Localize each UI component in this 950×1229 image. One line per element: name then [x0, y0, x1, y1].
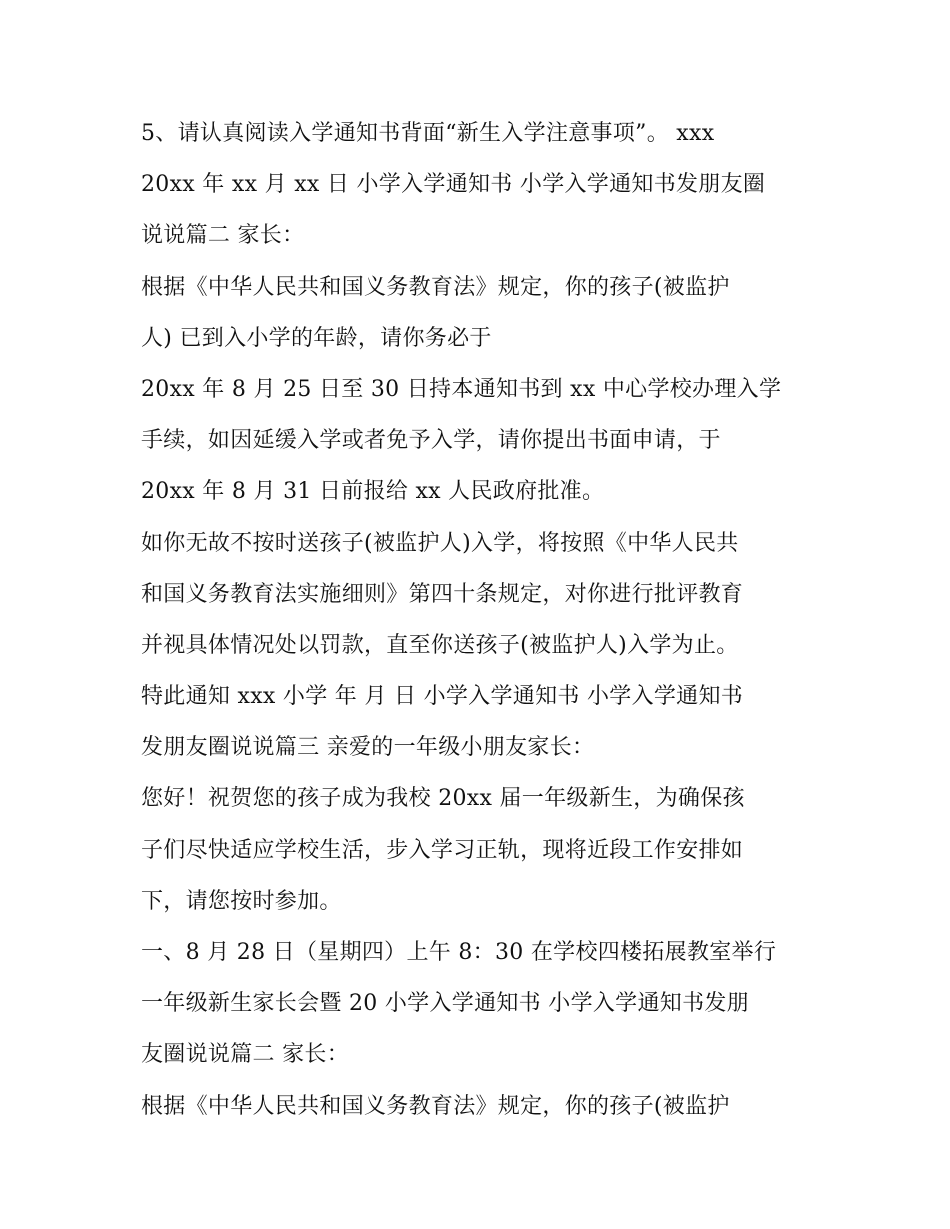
text-line: 根据《中华人民共和国义务教育法》规定，你的孩子(被监护	[141, 274, 730, 300]
document-body	[141, 108, 821, 1132]
text-line: 5、请认真阅读入学通知书背面“新生入学注意事项”。 xxx	[141, 121, 715, 146]
text-line: 20xx 年 8 月 31 日前报给 xx 人民政府批准。	[141, 479, 605, 505]
text-line: 一、8 月 28 日（星期四）上午 8：30 在学校四楼拓展教室举行	[141, 940, 777, 965]
text-line: 您好！祝贺您的孩子成为我校 20xx 届一年级新生，为确保孩	[141, 786, 745, 812]
text-line: 如你无故不按时送孩子(被监护人)入学，将按照《中华人民共	[141, 530, 739, 556]
text-line: 并视具体情况处以罚款，直至你送孩子(被监护人)入学为止。	[141, 632, 739, 658]
text-line: 发朋友圈说说篇三 亲爱的一年级小朋友家长：	[141, 735, 595, 761]
text-line: 20xx 年 xx 月 xx 日 小学入学通知书 小学入学通知书发朋友圈	[141, 172, 766, 198]
text-line: 一年级新生家长会暨 20 小学入学通知书 小学入学通知书发朋	[141, 991, 749, 1017]
text-line: 友圈说说篇二 家长：	[141, 1042, 349, 1068]
text-line: 子们尽快适应学校生活，步入学习正轨，现将近段工作安排如	[141, 837, 744, 863]
text-line: 根据《中华人民共和国义务教育法》规定，你的孩子(被监护	[141, 1093, 730, 1119]
text-line: 说说篇二 家长：	[141, 223, 305, 249]
text-line: 特此通知 xxx 小学 年 月 日 小学入学通知书 小学入学通知书	[141, 684, 744, 710]
text-line: 20xx 年 8 月 25 日至 30 日持本通知书到 xx 中心学校办理入学	[141, 376, 782, 402]
text-line: 下，请您按时参加。	[141, 888, 342, 914]
text-line: 人) 已到入小学的年龄，请你务必于	[141, 325, 492, 351]
text-line: 和国义务教育法实施细则》第四十条规定，对你进行批评教育	[141, 581, 744, 607]
text-line: 手续，如因延缓入学或者免予入学，请你提出书面申请，于	[141, 428, 721, 454]
